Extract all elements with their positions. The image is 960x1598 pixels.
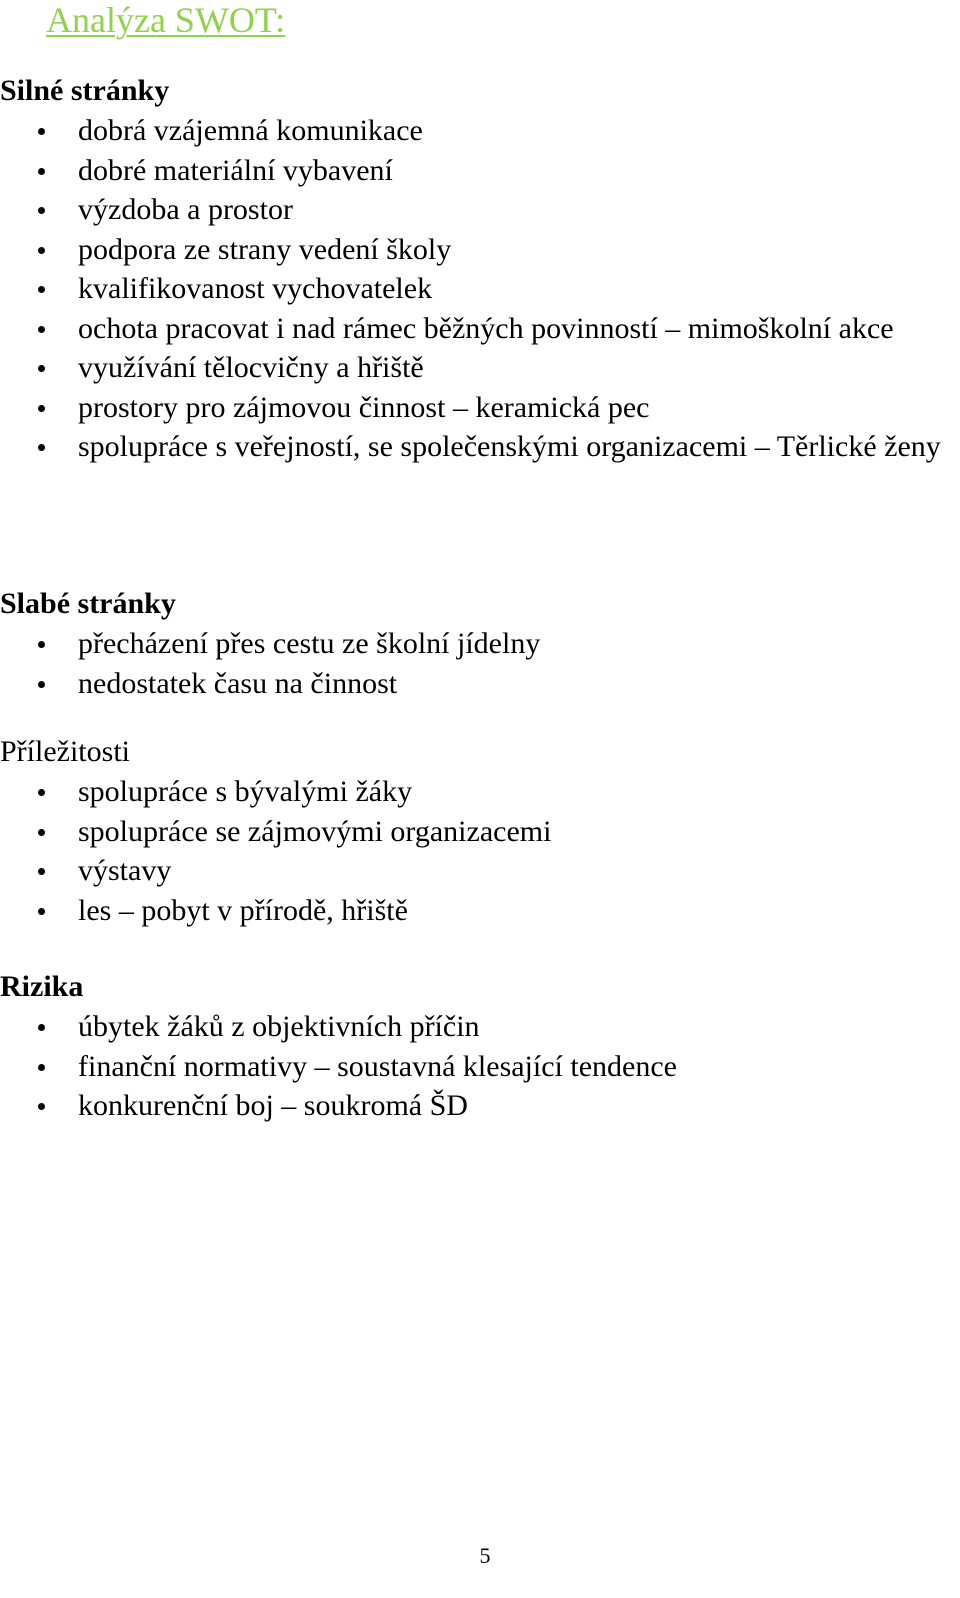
list-item — [0, 772, 960, 812]
bullet-icon — [38, 247, 45, 254]
list-item-text: spolupráce s bývalými žáky — [78, 775, 413, 808]
list-item — [0, 812, 960, 852]
list-item-text: podpora ze strany vedení školy — [78, 232, 452, 266]
bullet-icon — [38, 326, 45, 333]
list-item-text: úbytek žáků z objektivních příčin — [78, 1010, 480, 1043]
section-heading-threats: Rizika — [0, 970, 84, 1003]
list-item-text: spolupráce s veřejností, se společenskými organizacemi – Těrlické ženy — [78, 430, 941, 463]
strengths-list — [0, 111, 960, 467]
bullet-icon — [38, 908, 45, 915]
section-opportunities — [0, 732, 960, 930]
list-item — [0, 388, 960, 428]
bullet-icon — [38, 444, 45, 451]
bullet-icon — [38, 405, 45, 412]
list-item-text: výzdoba a prostor — [78, 193, 293, 226]
bullet-icon — [38, 868, 45, 875]
section-heading-strengths: Silné stránky — [0, 74, 170, 107]
bullet-icon — [38, 1024, 45, 1031]
list-item — [0, 190, 960, 230]
threats-list — [0, 1007, 960, 1126]
list-item — [0, 624, 960, 664]
list-item — [0, 269, 960, 309]
list-item — [0, 111, 960, 151]
bullet-icon — [38, 681, 45, 688]
list-item — [0, 151, 960, 191]
list-item-text: prostory pro zájmovou činnost – keramická pec — [78, 390, 650, 424]
page-number: 5 — [479, 1543, 491, 1568]
list-item-text: ochota pracovat i nad rámec běžných povinností – mimoškolní akce — [78, 311, 894, 345]
list-item — [0, 230, 960, 270]
list-item — [0, 348, 960, 388]
bullet-icon — [38, 365, 45, 372]
list-item — [0, 1007, 960, 1047]
opportunities-list — [0, 772, 960, 930]
bullet-icon — [38, 789, 45, 796]
list-item-text: finanční normativy – soustavná klesající tendence — [78, 1049, 677, 1083]
bullet-icon — [38, 829, 45, 836]
bullet-icon — [38, 168, 45, 175]
page-title: Analýza SWOT: — [46, 0, 286, 40]
bullet-icon — [38, 207, 45, 214]
bullet-icon — [38, 641, 45, 648]
list-item-text: nedostatek času na činnost — [78, 666, 398, 700]
list-item — [0, 851, 960, 891]
list-item-text: přecházení přes cestu ze školní jídelny — [78, 627, 541, 660]
list-item-text: konkurenční boj – soukromá ŠD — [78, 1089, 468, 1122]
bullet-icon — [38, 1103, 45, 1110]
list-item-text: využívání tělocvičny a hřiště — [78, 351, 424, 384]
bullet-icon — [38, 286, 45, 293]
list-item-text: spolupráce se zájmovými organizacemi — [78, 814, 552, 848]
list-item-text: dobré materiální vybavení — [78, 153, 393, 187]
list-item-text: dobrá vzájemná komunikace — [78, 114, 423, 147]
bullet-icon — [38, 128, 45, 135]
list-item-text: kvalifikovanost vychovatelek — [78, 272, 433, 305]
weaknesses-list — [0, 624, 960, 703]
list-item-text: les – pobyt v přírodě, hřiště — [78, 893, 408, 927]
list-item — [0, 664, 960, 704]
bullet-icon — [38, 1064, 45, 1071]
section-strengths — [0, 71, 960, 467]
list-item — [0, 427, 960, 467]
list-item — [0, 1086, 960, 1126]
section-heading-weaknesses: Slabé stránky — [0, 587, 176, 620]
list-item — [0, 309, 960, 349]
list-item-text: výstavy — [78, 854, 172, 887]
section-weaknesses — [0, 584, 960, 703]
section-threats — [0, 967, 960, 1126]
list-item — [0, 1047, 960, 1087]
list-item — [0, 891, 960, 931]
section-heading-opportunities: Příležitosti — [0, 735, 130, 768]
